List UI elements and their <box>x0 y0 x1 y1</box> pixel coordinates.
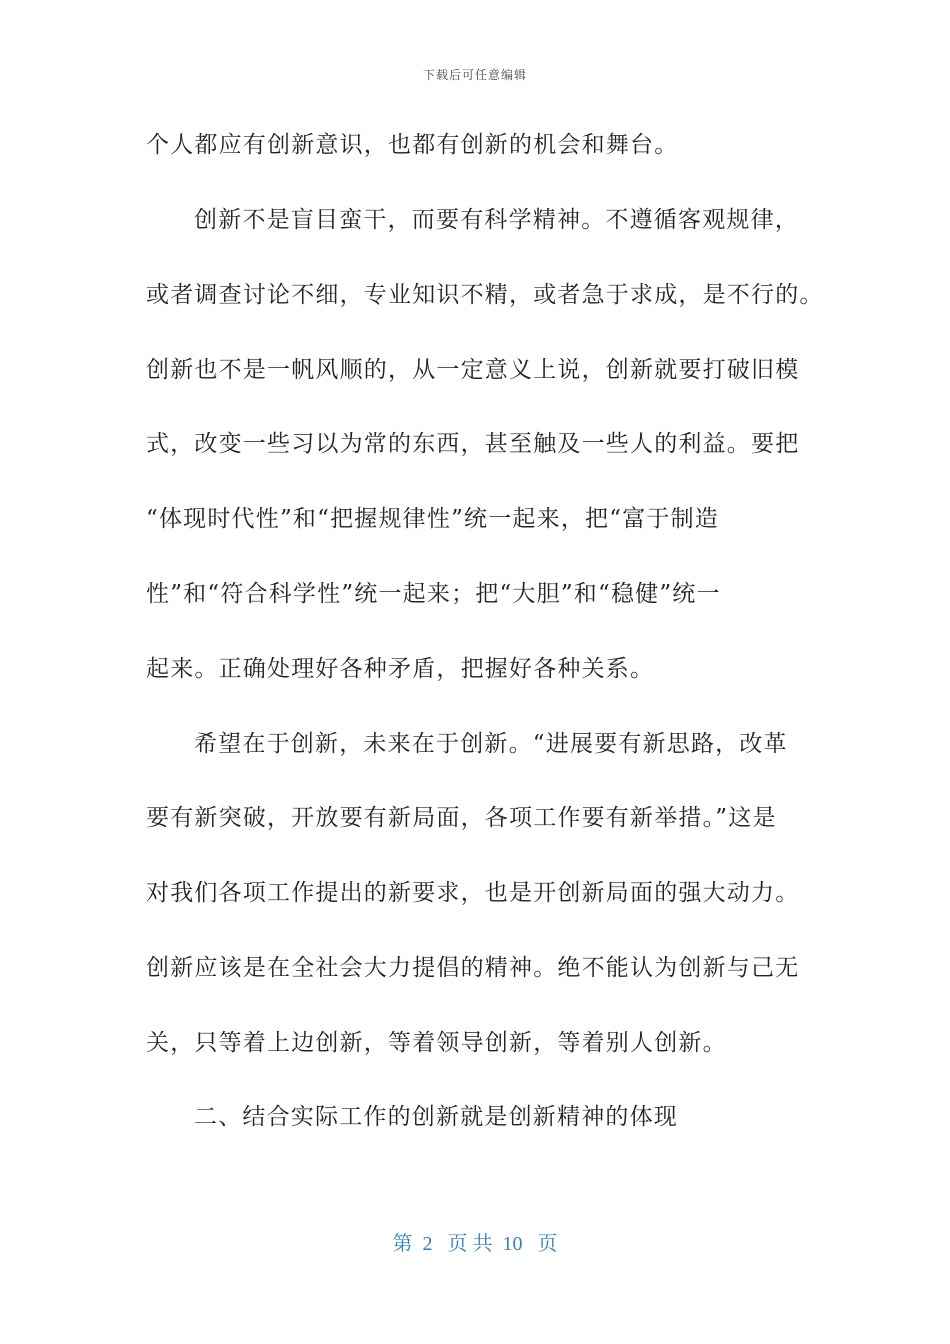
body-line-1: 个人都应有创新意识，也都有创新的机会和舞台。 <box>146 132 679 158</box>
body-line-8: 起来。正确处理好各种矛盾，把握好各种关系。 <box>146 656 655 682</box>
body-line-5: 式，改变一些习以为常的东西，甚至触及一些人的利益。要把 <box>146 431 800 457</box>
body-line-6: “体现时代性”和“把握规律性”统一起来，把“富于制造 <box>146 506 719 532</box>
body-line-10: 要有新突破，开放要有新局面，各项工作要有新举措。”这是 <box>146 805 777 831</box>
section-heading: 二、结合实际工作的创新就是创新精神的体现 <box>194 1104 678 1130</box>
body-line-3: 或者调查讨论不细，专业知识不精，或者急于求成，是不行的。 <box>146 282 824 308</box>
body-line-2: 创新不是盲目蛮干，而要有科学精神。不遵循客观规律， <box>194 207 799 233</box>
body-line-11: 对我们各项工作提出的新要求，也是开创新局面的强大动力。 <box>146 880 800 906</box>
body-line-13: 关，只等着上边创新，等着领导创新，等着别人创新。 <box>146 1030 727 1056</box>
body-line-12: 创新应该是在全社会大力提倡的精神。绝不能认为创新与己无 <box>146 955 800 981</box>
page-number: 第 2 页 共 10 页 <box>392 1233 558 1255</box>
body-line-4: 创新也不是一帆风顺的，从一定意义上说，创新就要打破旧模 <box>146 357 800 383</box>
header-note: 下载后可任意编辑 <box>422 68 527 82</box>
body-line-7: 性”和“符合科学性”统一起来；把“大胆”和“稳健”统一 <box>146 581 721 607</box>
body-line-9: 希望在于创新，未来在于创新。“进展要有新思路，改革 <box>194 731 788 757</box>
